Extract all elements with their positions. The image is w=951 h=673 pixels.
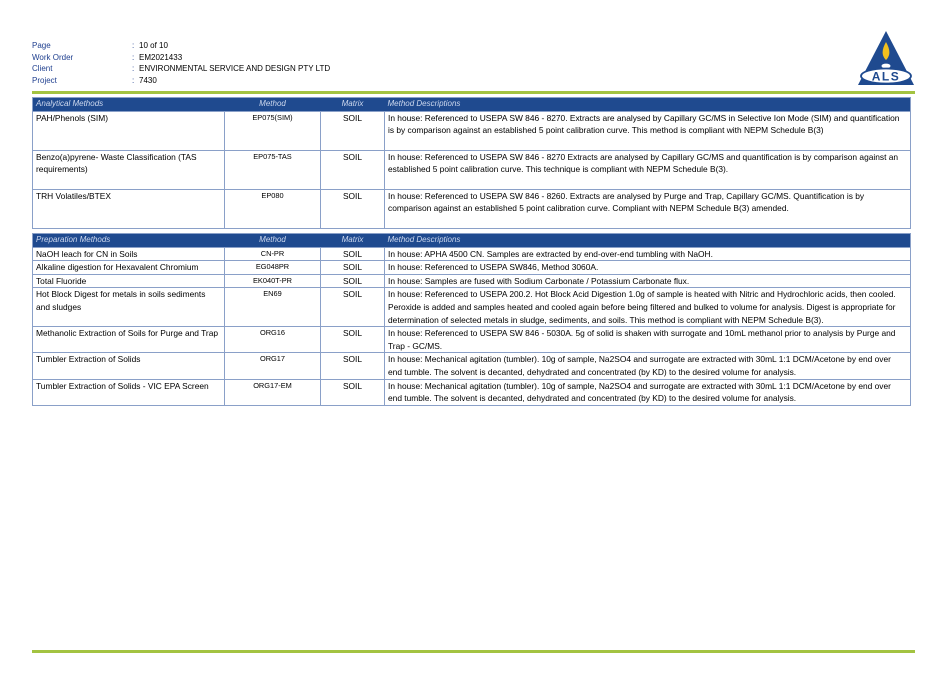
header-project-row — [32, 75, 330, 87]
table-row — [33, 288, 911, 327]
method-description: In house: Mechanical agitation (tumbler). 10g of sample, Na2SO4 and surrogate are extracted with 30mL 1:1 DCM/Acetone by end over end tumble. The solvent is decanted, dehydrated and concentrated (by KD) to the desired volume for analysis. — [385, 379, 911, 405]
header-page-row — [32, 40, 330, 52]
table-row — [33, 261, 911, 275]
column-header: Method Descriptions — [385, 98, 911, 112]
method-description: In house: Referenced to USEPA SW 846 - 8270 Extracts are analysed by Capillary GC/MS and quantification is by comparison against an established 5 point calibration curve. This technique is compliant with NEPM Schedule B(3). — [385, 150, 911, 189]
matrix: SOIL — [321, 150, 385, 189]
prep-name: Tumbler Extraction of Solids - VIC EPA Screen — [33, 379, 225, 405]
table-header-row — [33, 234, 911, 248]
prep-name: Alkaline digestion for Hexavalent Chromium — [33, 261, 225, 275]
analytical-methods-table — [32, 97, 911, 229]
method-code: EP075-TAS — [225, 150, 321, 189]
matrix: SOIL — [321, 261, 385, 275]
prep-name: Tumbler Extraction of Solids — [33, 353, 225, 379]
method-code: EP075(SIM) — [225, 111, 321, 150]
table-row — [33, 111, 911, 150]
matrix: SOIL — [321, 288, 385, 327]
column-header: Analytical Methods — [33, 98, 225, 112]
preparation-methods-table — [32, 233, 911, 406]
column-header: Matrix — [321, 234, 385, 248]
method-code: ORG17 — [225, 353, 321, 379]
matrix: SOIL — [321, 379, 385, 405]
table-row — [33, 327, 911, 353]
table-row — [33, 274, 911, 288]
separator: : — [132, 64, 135, 73]
column-header: Preparation Methods — [33, 234, 225, 248]
method-description: In house: Samples are fused with Sodium Carbonate / Potassium Carbonate flux. — [385, 274, 911, 288]
method-code: ORG17-EM — [225, 379, 321, 405]
matrix: SOIL — [321, 111, 385, 150]
method-description: In house: APHA 4500 CN. Samples are extracted by end-over-end tumbling with NaOH. — [385, 247, 911, 261]
page-value: 10 of 10 — [139, 41, 168, 50]
column-header: Matrix — [321, 98, 385, 112]
logo-text: ALS — [871, 69, 901, 84]
method-code: ORG16 — [225, 327, 321, 353]
column-header: Method — [225, 234, 321, 248]
work-order-value: EM2021433 — [139, 52, 183, 62]
table-row — [33, 247, 911, 261]
separator: : — [132, 52, 135, 62]
matrix: SOIL — [321, 274, 385, 288]
prep-name: Methanolic Extraction of Soils for Purge and Trap — [33, 327, 225, 353]
bottom-divider — [32, 650, 915, 653]
method-description: In house: Referenced to USEPA SW 846 - 8270. Extracts are analysed by Capillary GC/MS in Selective Ion Mode (SIM) and quantification is by comparison against an established 5 point calibration curve. This method is compliant with NEPM Schedule B(3) — [385, 111, 911, 150]
method-code: EG048PR — [225, 261, 321, 275]
column-header: Method — [225, 98, 321, 112]
page-label: Page — [32, 41, 51, 50]
top-divider — [32, 91, 915, 94]
table-row — [33, 353, 911, 379]
method-description: In house: Referenced to USEPA SW 846 - 8260. Extracts are analysed by Purge and Trap, Capillary GC/MS. Quantification is by comparison against an established 5 point calibration curve. Compliant with NEPM Schedule B(3) amended. — [385, 189, 911, 228]
header-client-row — [32, 63, 330, 75]
matrix: SOIL — [321, 189, 385, 228]
client-value: ENVIRONMENTAL SERVICE AND DESIGN PTY LTD — [139, 64, 331, 73]
method-code: EN69 — [225, 288, 321, 327]
project-label: Project — [32, 75, 57, 85]
table-row — [33, 150, 911, 189]
als-logo — [856, 30, 916, 88]
header-work-order-row — [32, 52, 330, 64]
table-header-row — [33, 98, 911, 112]
column-header: Method Descriptions — [385, 234, 911, 248]
method-description: In house: Mechanical agitation (tumbler). 10g of sample, Na2SO4 and surrogate are extracted with 30mL 1:1 DCM/Acetone by end over end tumble. The solvent is decanted, dehydrated and concentrated (by KD) to the desired volume for analysis. — [385, 353, 911, 379]
client-label: Client — [32, 64, 53, 73]
matrix: SOIL — [321, 327, 385, 353]
method-description: In house: Referenced to USEPA 200.2. Hot Block Acid Digestion 1.0g of sample is heated with Nitric and Hydrochloric acids, then cooled. Peroxide is added and samples heated and cooled again before being filtered and bulked to volume for analysis. Digest is appropriate for determination of selected metals in sludge, sediments, and soils. This method is compliant with NEPM Schedule B(3). — [385, 288, 911, 327]
analyte-name: TRH Volatiles/BTEX — [33, 189, 225, 228]
prep-name: NaOH leach for CN in Soils — [33, 247, 225, 261]
separator: : — [132, 41, 135, 50]
work-order-label: Work Order — [32, 52, 74, 62]
project-value: 7430 — [139, 75, 157, 85]
table-row — [33, 379, 911, 405]
analyte-name: PAH/Phenols (SIM) — [33, 111, 225, 150]
report-header — [32, 40, 330, 86]
prep-name: Total Fluoride — [33, 274, 225, 288]
method-description: In house: Referenced to USEPA SW846, Method 3060A. — [385, 261, 911, 275]
method-description: In house: Referenced to USEPA SW 846 - 5030A. 5g of solid is shaken with surrogate and 10mL methanol prior to analysis by Purge and Trap - GC/MS. — [385, 327, 911, 353]
matrix: SOIL — [321, 353, 385, 379]
matrix: SOIL — [321, 247, 385, 261]
table-row — [33, 189, 911, 228]
method-code: CN-PR — [225, 247, 321, 261]
method-code: EK040T-PR — [225, 274, 321, 288]
prep-name: Hot Block Digest for metals in soils sediments and sludges — [33, 288, 225, 327]
method-code: EP080 — [225, 189, 321, 228]
separator: : — [132, 75, 135, 85]
analyte-name: Benzo(a)pyrene- Waste Classification (TAS requirements) — [33, 150, 225, 189]
